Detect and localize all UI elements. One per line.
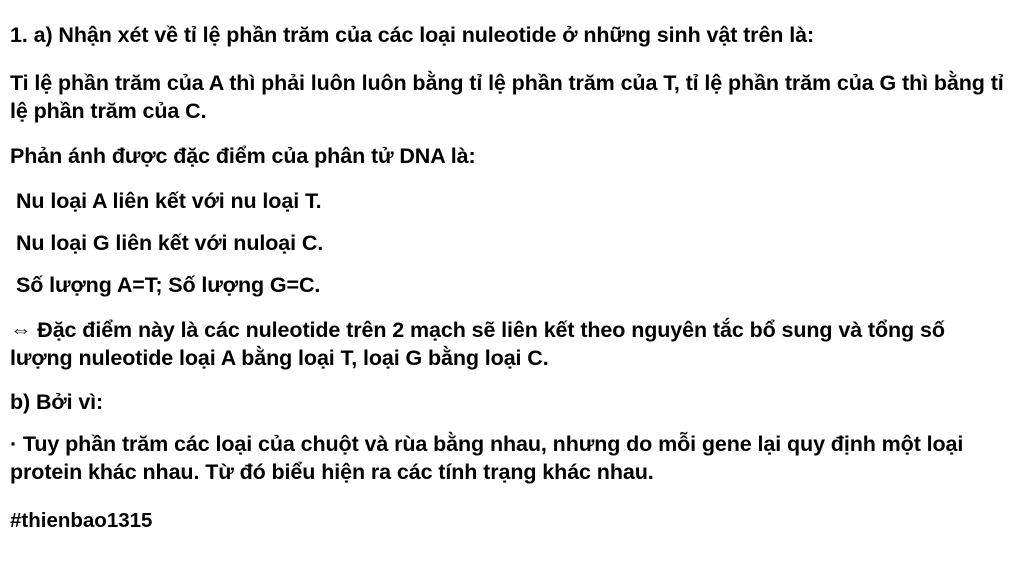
signature-tag: #thienbao1315 [10, 509, 153, 533]
answer-percent-text: Ti lệ phần trăm của A thì phải luôn luôn bằng tỉ lệ phần trăm của T, tỉ lệ phần trăm của G thì bằng tỉ lệ phần trăm của C. [10, 70, 1004, 123]
question-1b: b) Bởi vì: [10, 390, 104, 415]
question-1a: 1. a) Nhận xét về tỉ lệ phần trăm của các loại nuleotide ở những sinh vật trên là: [10, 23, 815, 47]
bullet-counts: Số lượng A=T; Số lượng G=C. [16, 272, 321, 297]
bullet-a-t: Nu loại A liên kết với nu loại T. [16, 188, 322, 213]
answer-b-text: · Tuy phần trăm các loại của chuột và rùa bằng nhau, nhưng do mỗi gene lại quy định một loại protein khác nhau. Từ đó biểu hiện ra các tính trạng khác nhau. [10, 432, 964, 485]
dna-feature-heading: Phản ánh được đặc điểm của phân tử DNA là: [10, 143, 476, 168]
bullet-g-c: Nu loại G liên kết với nuloại C. [16, 230, 324, 255]
conclusion-text: ⇔ Đặc điểm này là các nuleotide trên 2 mạch sẽ liên kết theo nguyên tắc bổ sung và tổng số lượng nuleotide loại A bằng loại T, loại G bằng loại C. [10, 317, 945, 370]
